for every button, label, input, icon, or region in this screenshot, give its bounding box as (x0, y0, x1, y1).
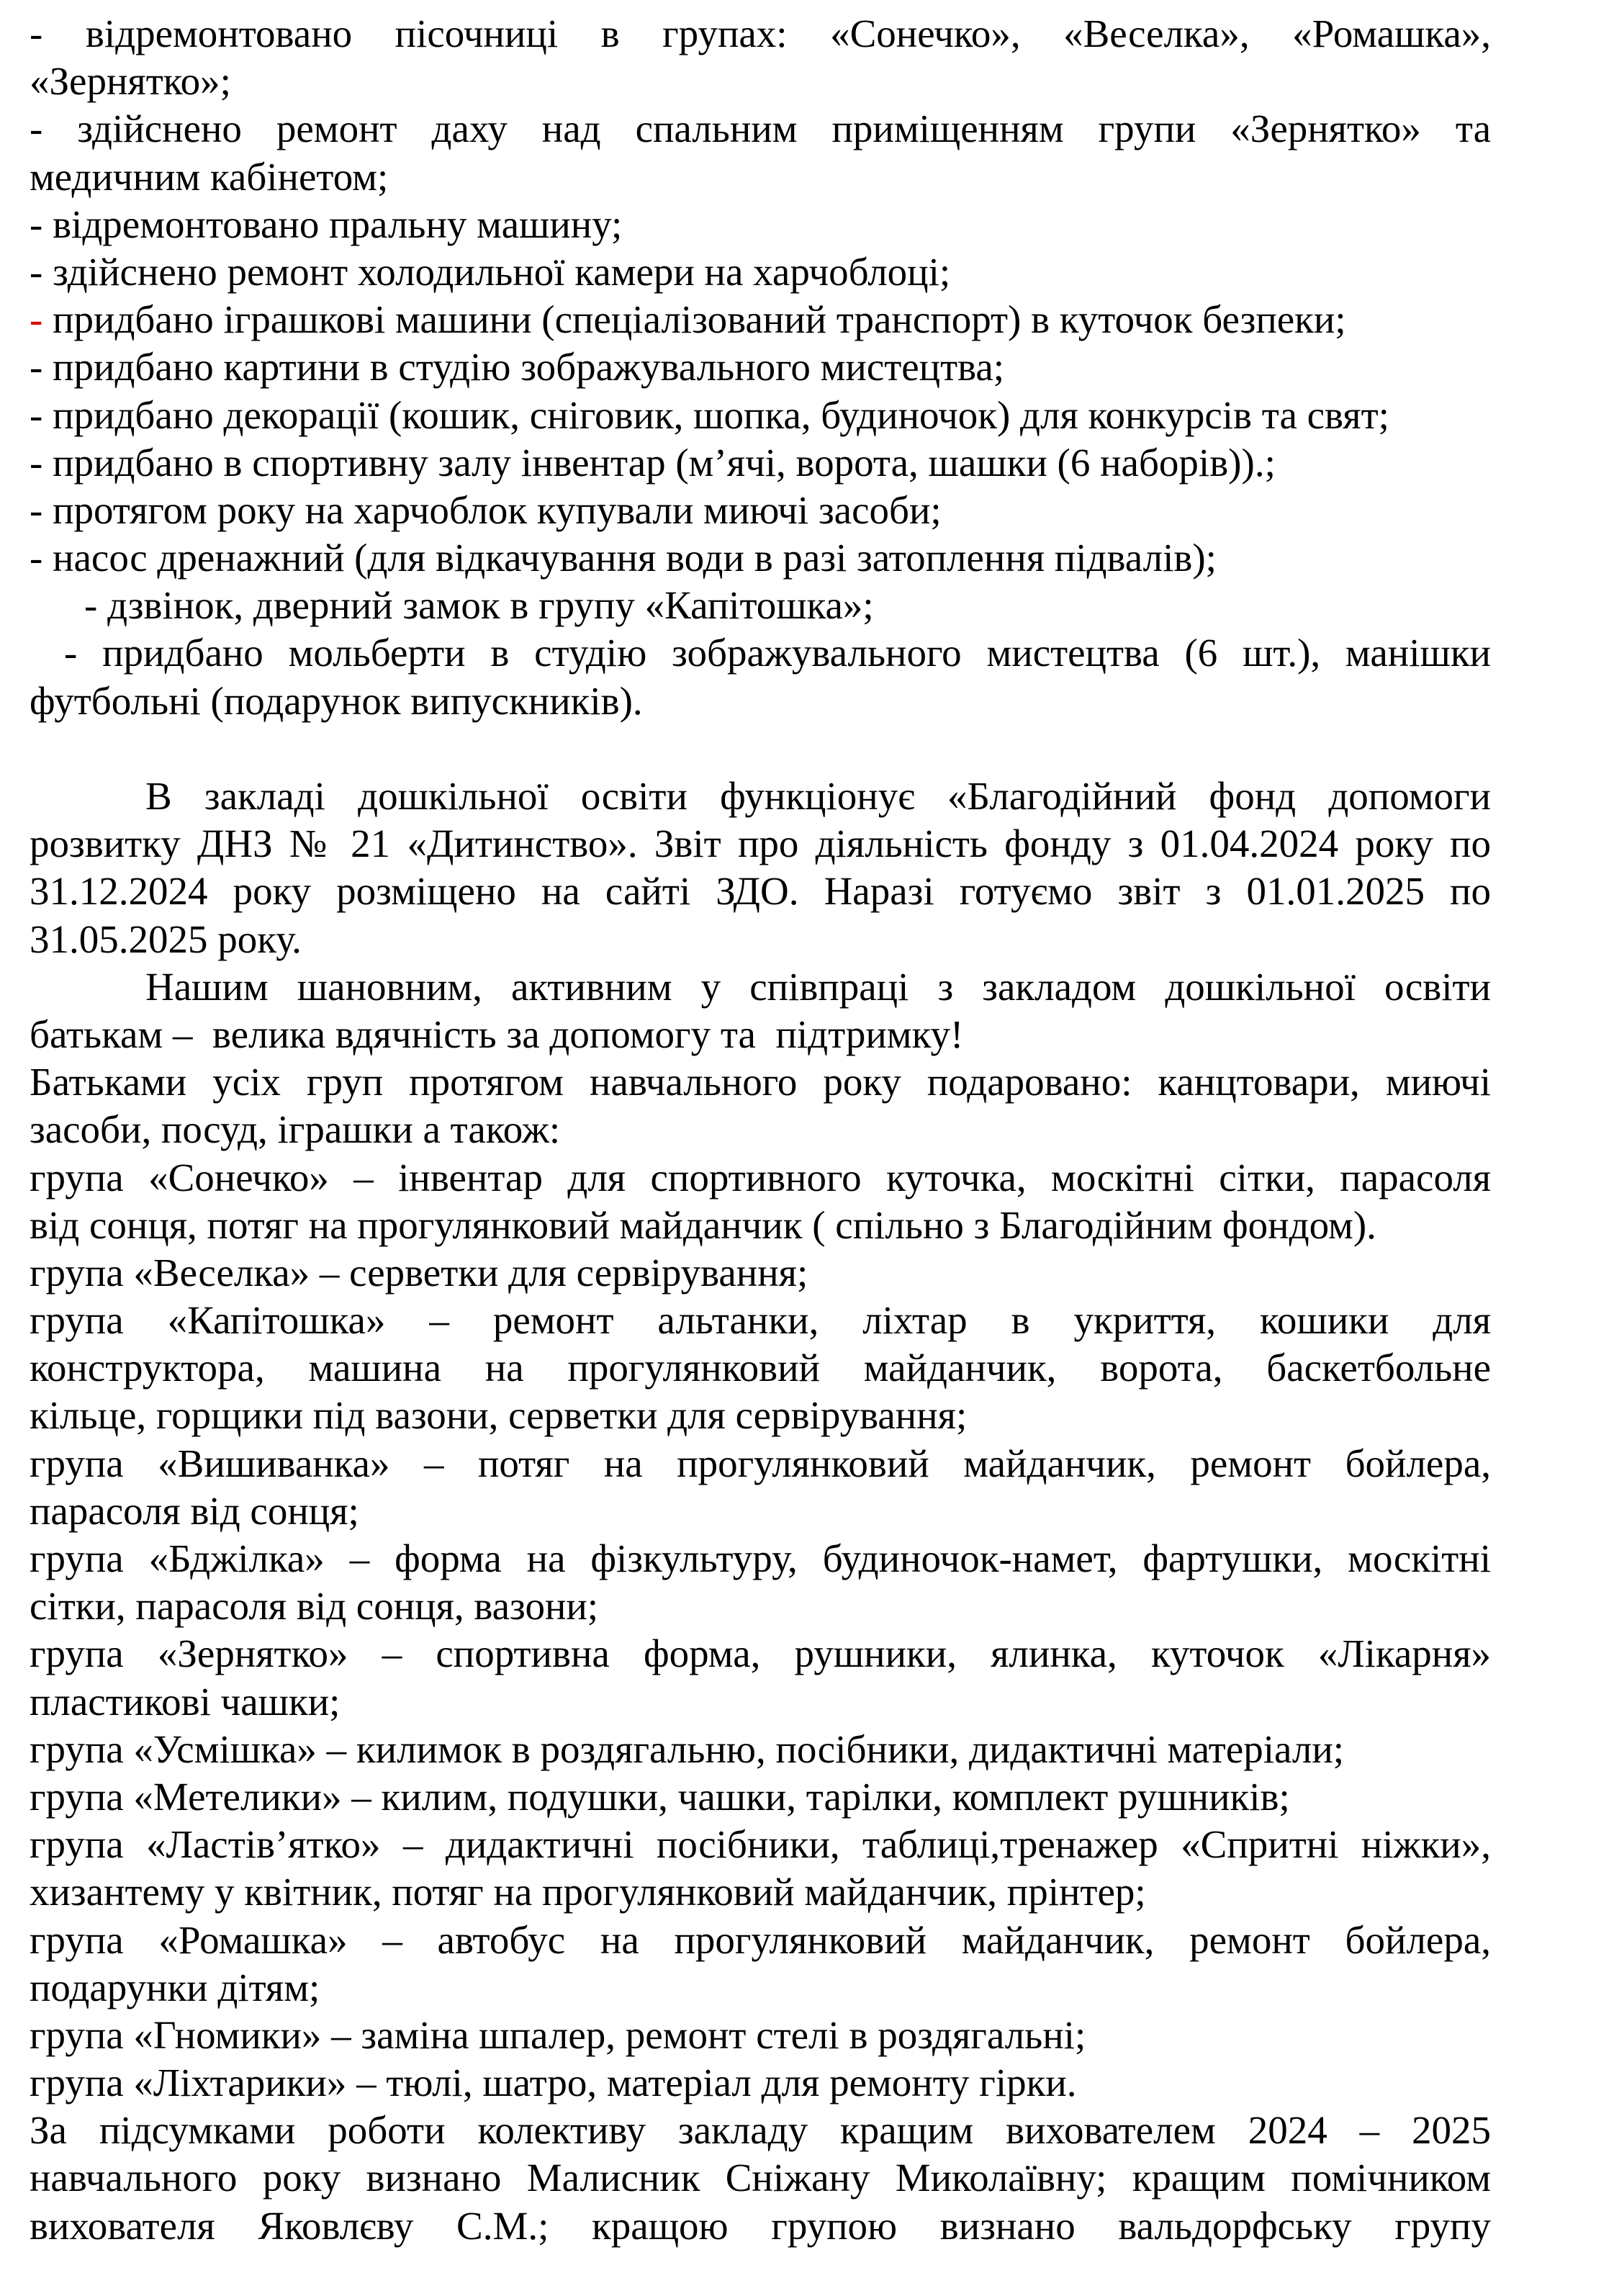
list-item-line (30, 201, 1491, 248)
thanks-paragraph (30, 963, 1491, 1058)
paragraph-line: 31.05.2025 року. (30, 917, 302, 961)
group-line: група «Гномики» – заміна шпалер, ремонт стелі в роздягальні; (30, 2012, 1086, 2057)
group-line: хизантему у квітник, потяг на прогулянковий майданчик, прінтер; (30, 1870, 1146, 1914)
list-dash: - (30, 249, 43, 294)
list-item-text: придбано декорації (кошик, сніговик, шопка, будиночок) для конкурсів та свят; (53, 392, 1389, 437)
list-item-line (30, 296, 1491, 343)
list-dash: - (84, 583, 98, 628)
group-line: конструктора, машина на прогулянковий майданчик, ворота, баскетбольне (30, 1346, 1491, 1390)
list-item-line (30, 534, 1491, 582)
list-item-line (30, 439, 1491, 487)
list-item-text: придбано в спортивну залу інвентар (м’ячі, ворота, шашки (6 наборів)).; (53, 440, 1276, 485)
group-line: сітки, парасоля від сонця, вазони; (30, 1584, 599, 1629)
group-line: група «Метелики» – килим, подушки, чашки, тарілки, комплект рушників; (30, 1774, 1290, 1819)
list-item-text: придбано картини в студію зображувального мистецтва; (53, 345, 1005, 390)
gifts-intro (30, 1058, 1491, 1153)
group-line: група «Ластів’ятко» – дидактичні посібники, таблиці,тренажер «Спритні ніжки», (30, 1822, 1491, 1867)
list-dash: - (30, 202, 43, 246)
list-dash: - (30, 107, 43, 151)
list-item-line (30, 105, 1491, 153)
group-line: група «Ліхтарики» – тюлі, шатро, матеріал для ремонту гірки. (30, 2061, 1077, 2105)
paragraph-line: Нашим шановним, активним у співпраці з закладом дошкільної освіти (145, 964, 1491, 1009)
fund-paragraph (30, 773, 1491, 963)
blank-line (30, 725, 1491, 773)
list-item-line (30, 487, 1491, 534)
list-item-line: медичним кабінетом; (30, 154, 389, 199)
list-item-text: відремонтовано пральну машину; (53, 202, 623, 246)
list-item-line (30, 392, 1491, 439)
list-item-text: придбано мольберти в студію зображувального мистецтва (6 шт.), манішки (102, 631, 1491, 675)
list-item-line (30, 582, 1491, 629)
group-line: група «Ромашка» – автобус на прогулянковий майданчик, ремонт бойлера, (30, 1917, 1491, 1962)
group-line: група «Веселка» – серветки для сервірування; (30, 1250, 808, 1295)
list-dash: - (30, 536, 43, 580)
list-item-text: здійснено ремонт даху над спальним приміщенням групи «Зернятко» та (77, 107, 1492, 151)
list-item-line (30, 10, 1491, 58)
group-line: група «Зернятко» – спортивна форма, рушники, ялинка, куточок «Лікарня» (30, 1631, 1491, 1676)
list-item-text: протягом року на харчоблок купували миючі засоби; (53, 487, 942, 532)
group-line: група «Усмішка» – килимок в роздягальню, посібники, дидактичні матеріали; (30, 1726, 1345, 1771)
group-line: група «Сонечко» – інвентар для спортивного куточка, москітні сітки, парасоля (30, 1155, 1491, 1199)
list-item-line (30, 629, 1491, 677)
list-item-text: відремонтовано пісочниці в групах: «Сонечко», «Веселка», «Ромашка», (85, 12, 1492, 55)
list-dash: - (30, 12, 43, 55)
list-item-text: здійснено ремонт холодильної камери на харчоблоці; (53, 249, 951, 294)
purchases-list (30, 10, 1491, 725)
paragraph-line: засоби, посуд, іграшки а також: (30, 1107, 561, 1152)
list-item-line (30, 343, 1491, 391)
list-item-text: дзвінок, дверний замок в групу «Капітошка»; (107, 583, 874, 628)
paragraph-line: вихователя Яковлєву С.М.; кращою групою визнано вальдорфську групу (30, 2203, 1491, 2248)
group-line: група «Капітошка» – ремонт альтанки, ліхтар в укриття, кошики для (30, 1298, 1491, 1343)
group-line: група «Бджілка» – форма на фізкультуру, будиночок-намет, фартушки, москітні (30, 1536, 1491, 1580)
list-dash: - (30, 487, 43, 532)
paragraph-line: батькам – велика вдячність за допомогу та підтримку! (30, 1012, 964, 1056)
group-line: пластикові чашки; (30, 1679, 341, 1724)
group-line: подарунки дітям; (30, 1965, 320, 2009)
results-paragraph (30, 2107, 1491, 2250)
group-line: від сонця, потяг на прогулянковий майданчик ( спільно з Благодійним фондом). (30, 1202, 1376, 1247)
list-item-line (30, 248, 1491, 296)
group-line: кільце, горщики під вазони, серветки для сервірування; (30, 1393, 968, 1438)
list-item-text: придбано іграшкові машини (спеціалізований транспорт) в куточок безпеки; (53, 297, 1346, 342)
group-line: парасоля від сонця; (30, 1488, 359, 1533)
list-item-line: «Зернятко»; (30, 59, 231, 104)
paragraph-line: За підсумками роботи колективу закладу кращим вихователем 2024 – 2025 (30, 2108, 1491, 2153)
paragraph-line: навчального року визнано Малисник Сніжану Миколаївну; кращим помічником (30, 2156, 1491, 2200)
list-dash: - (64, 631, 78, 675)
group-line: група «Вишиванка» – потяг на прогулянковий майданчик, ремонт бойлера, (30, 1441, 1491, 1485)
list-item-line: футбольні (подарунок випускників). (30, 678, 643, 723)
paragraph-line: 31.12.2024 року розміщено на сайті ЗДО. Наразі готуємо звіт з 01.01.2025 по (30, 869, 1491, 914)
document-page (30, 10, 1491, 2250)
list-dash: - (30, 345, 43, 390)
paragraph-line: В закладі дошкільної освіти функціонує «Благодійний фонд допомоги (145, 774, 1491, 818)
list-dash: - (30, 392, 43, 437)
list-dash: - (30, 440, 43, 485)
paragraph-line: розвитку ДНЗ № 21 «Дитинство». Звіт про діяльність фонду з 01.04.2024 року по (30, 821, 1491, 866)
paragraph-line: Батьками усіх груп протягом навчального року подаровано: канцтовари, миючі (30, 1060, 1491, 1104)
list-dash-red: - (30, 297, 43, 342)
groups-list (30, 1154, 1491, 2107)
list-item-text: насос дренажний (для відкачування води в разі затоплення підвалів); (53, 536, 1217, 580)
